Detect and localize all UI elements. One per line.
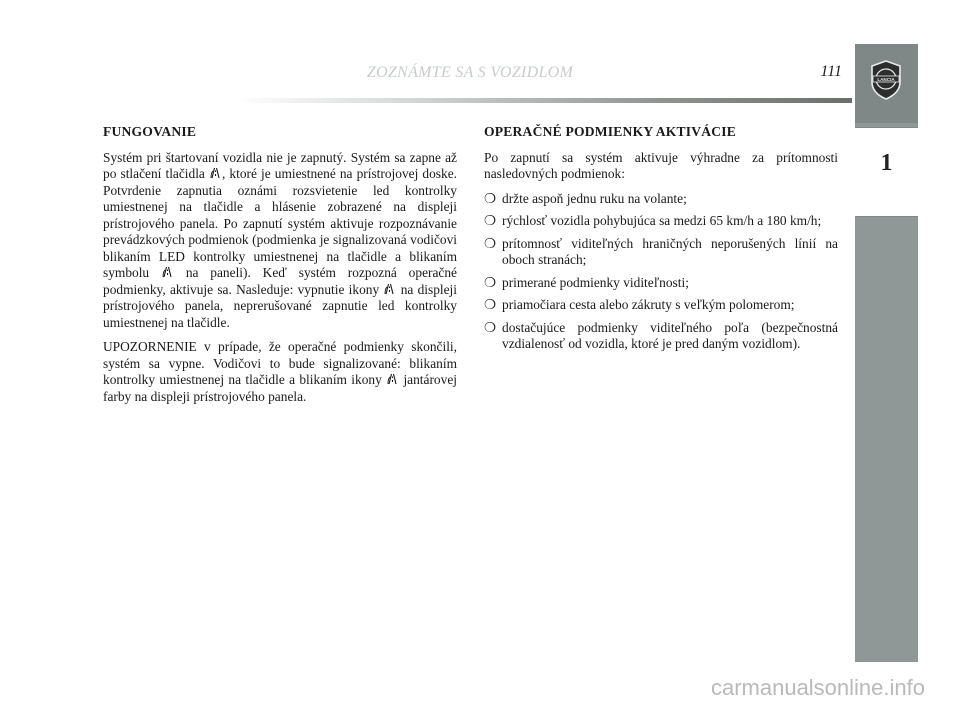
list-item xyxy=(484,275,838,292)
list-item xyxy=(484,213,838,230)
left-column xyxy=(103,124,457,413)
page-header-title: ZOZNÁMTE SA S VOZIDLOM xyxy=(366,64,574,81)
bullet-icon: ❍ xyxy=(484,274,497,290)
paragraph-warning xyxy=(103,339,457,405)
text-segment: jantárovej farby na displeji prístrojového panela. xyxy=(103,372,457,404)
lane-assist-icon xyxy=(384,283,395,295)
list-item xyxy=(484,236,838,269)
header-rule xyxy=(235,98,852,103)
right-column xyxy=(484,124,838,359)
list-item xyxy=(484,320,838,353)
conditions-list xyxy=(484,191,838,353)
text-segment: Systém pri štartovaní vozidla nie je zapnutý. Systém sa zapne až po stlačení tlačidla xyxy=(103,149,457,181)
watermark: carmanualsonline.info xyxy=(710,675,925,700)
list-item-text: priamočiara cesta alebo zákruty s veľkým polomerom; xyxy=(502,297,795,312)
brand-logo-box xyxy=(855,44,918,123)
text-segment: na paneli). Keď systém rozpozná operačné podmienky, aktivuje sa. Nasleduje: vypnutie ikony xyxy=(103,265,457,297)
lane-assist-icon xyxy=(387,373,398,385)
paragraph-operation xyxy=(103,150,457,332)
list-item xyxy=(484,297,838,314)
bullet-icon: ❍ xyxy=(484,213,497,228)
bullet-icon: ❍ xyxy=(484,190,497,206)
section-heading-fungovanie: FUNGOVANIE xyxy=(103,124,197,139)
list-item-text: dostačujúce podmienky viditeľného poľa (bezpečnostná vzdialenosť od vozidla, ktoré je pred daným vozidlom). xyxy=(502,319,838,351)
list-item-text: prítomnosť viditeľných hraničných neporušených línií na oboch stranách; xyxy=(502,235,838,267)
section-heading-conditions: OPERAČNÉ PODMIENKY AKTIVÁCIE xyxy=(484,124,737,139)
lancia-shield-icon xyxy=(869,60,903,100)
lane-assist-icon xyxy=(162,266,173,278)
lane-assist-icon xyxy=(210,167,221,179)
bullet-icon: ❍ xyxy=(484,235,497,251)
list-item xyxy=(484,191,838,208)
text-segment: na displeji prístrojového panela, neprerušované zapnutie led kontrolky umiestnenej na tlačidle. xyxy=(103,281,457,330)
text-segment: , ktoré je umiestnené na prístrojovej doske. Potvrdenie zapnutia oznámi rozsvietenie led kontrolky umiestnenej na tlačidle a hlásenie zobrazené na displeji prístrojového panela. Po zapnutí systém aktivuje rozpoznávanie prevádzkových podmienok (podmienka je signalizovaná vodičovi blikaním LED kontrolky umiestnenej na tlačidle a blikaním symbolu xyxy=(103,166,457,280)
list-item-text: primerané podmienky viditeľnosti; xyxy=(502,274,689,290)
list-item-text: držte aspoň jednu ruku na volante; xyxy=(502,190,687,206)
chapter-side-tab xyxy=(855,44,918,662)
bullet-icon: ❍ xyxy=(484,297,497,312)
logo-text: LANCIA xyxy=(877,77,895,82)
page-number: 111 xyxy=(820,63,842,80)
list-item-text: rýchlosť vozidla pohybujúca sa medzi 65 km/h a 180 km/h; xyxy=(502,213,822,228)
bullet-icon: ❍ xyxy=(484,319,497,335)
chapter-box xyxy=(855,127,918,217)
chapter-number: 1 xyxy=(880,150,893,176)
text-segment: UPOZORNENIE v prípade, že operačné podmienky skončili, systém sa vypne. Vodičovi to bude signalizované: blikaním kontrolky umiestnenej na tlačidle a blikaním ikony xyxy=(103,339,457,387)
conditions-intro: Po zapnutí sa systém aktivuje výhradne za prítomnosti nasledovných podmienok: xyxy=(484,149,838,181)
